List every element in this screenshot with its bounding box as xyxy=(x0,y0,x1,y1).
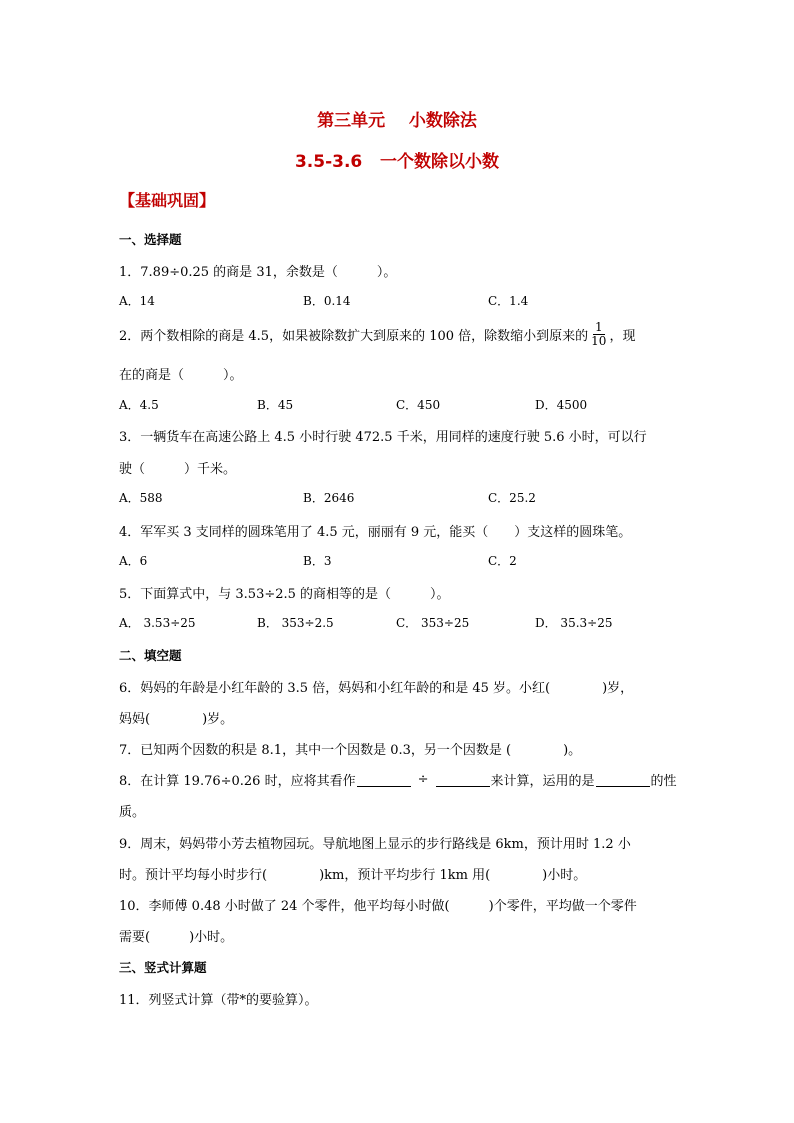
q3-option-b[interactable]: B．2646 xyxy=(303,491,355,505)
q5-options xyxy=(119,614,679,630)
q6-line1: 6．妈妈的年龄是小红年龄的 3.5 倍，妈妈和小红年龄的和是 45 岁。小红( )岁， xyxy=(119,681,634,696)
q3-option-a[interactable]: A．588 xyxy=(119,491,163,505)
q2-line1 xyxy=(119,321,635,348)
q3-line2: 驶（ ）千米。 xyxy=(119,462,237,477)
unit-title: 第三单元 小数除法 xyxy=(317,111,477,131)
q2-line1-text: 2．两个数相除的商是 4.5，如果被除数扩大到原来的 100 倍，除数缩小到原来的 xyxy=(119,329,589,344)
q4-options xyxy=(119,552,679,568)
q2-line2: 在的商是（ ）。 xyxy=(119,368,243,383)
q1-options xyxy=(119,292,679,308)
q8-blank-2[interactable] xyxy=(436,772,490,787)
q9-line2: 时。预计平均每小时步行( )km，预计平均步行 1km 用( )小时。 xyxy=(119,868,587,883)
q10-line2: 需要( )小时。 xyxy=(119,930,234,945)
q4-option-c[interactable]: C．2 xyxy=(488,554,517,568)
q8-blank-3[interactable] xyxy=(596,772,650,787)
q5-option-b[interactable]: B． 353÷2.5 xyxy=(257,616,334,630)
q8-text-c: 来计算，运用的是 xyxy=(490,774,595,789)
q2-fraction xyxy=(591,321,606,348)
q5-text: 5．下面算式中，与 3.53÷2.5 的商相等的是（ ）。 xyxy=(119,587,450,602)
q2-options xyxy=(119,396,679,412)
q2-frac-den: 10 xyxy=(591,334,607,348)
q2-option-a[interactable]: A．4.5 xyxy=(119,398,159,412)
q2-option-b[interactable]: B．45 xyxy=(257,398,294,412)
lesson-title: 3.5-3.6 一个数除以小数 xyxy=(294,152,500,172)
q8-line1 xyxy=(119,770,677,789)
q8-text-b: ÷ xyxy=(417,772,429,787)
q8-text-a: 8．在计算 19.76÷0.26 时，应将其看作 xyxy=(119,774,356,789)
q1-option-a[interactable]: A．14 xyxy=(119,294,155,308)
q2-line1-end: ，现 xyxy=(609,329,636,344)
q11-text: 11．列竖式计算（带*的要验算）。 xyxy=(119,993,318,1008)
q1-text: 1．7.89÷0.25 的商是 31，余数是（ ）。 xyxy=(119,265,397,280)
q3-line1: 3．一辆货车在高速公路上 4.5 小时行驶 472.5 千米，用同样的速度行驶 5.6 小时，可以行 xyxy=(119,430,647,445)
q4-text: 4．军军买 3 支同样的圆珠笔用了 4.5 元，丽丽有 9 元，能买（ ）支这样的圆珠笔。 xyxy=(119,525,632,540)
q4-option-b[interactable]: B．3 xyxy=(303,554,332,568)
part2-heading: 二、填空题 xyxy=(119,648,182,663)
q1-option-c[interactable]: C．1.4 xyxy=(488,294,529,308)
q3-options xyxy=(119,489,679,505)
section-label: 【基础巩固】 xyxy=(119,191,216,210)
part3-heading: 三、竖式计算题 xyxy=(119,960,207,975)
q6-line2: 妈妈( )岁。 xyxy=(119,712,234,727)
q5-option-a[interactable]: A． 3.53÷25 xyxy=(119,616,196,630)
part1-heading: 一、选择题 xyxy=(119,232,182,247)
q5-option-d[interactable]: D． 35.3÷25 xyxy=(535,616,613,630)
q5-option-c[interactable]: C． 353÷25 xyxy=(396,616,470,630)
q8-line2: 质。 xyxy=(119,805,146,820)
q8-text-d: 的性 xyxy=(650,774,677,789)
q2-option-c[interactable]: C．450 xyxy=(396,398,441,412)
q1-option-b[interactable]: B．0.14 xyxy=(303,294,351,308)
q4-option-a[interactable]: A．6 xyxy=(119,554,148,568)
q9-line1: 9．周末，妈妈带小芳去植物园玩。导航地图上显示的步行路线是 6km，预计用时 1.2 小 xyxy=(119,837,631,852)
q10-line1: 10．李师傅 0.48 小时做了 24 个零件，他平均每小时做( )个零件，平均做一个零件 xyxy=(119,899,637,914)
q7-text: 7．已知两个因数的积是 8.1，其中一个因数是 0.3，另一个因数是 ( )。 xyxy=(119,743,582,758)
q3-option-c[interactable]: C．25.2 xyxy=(488,491,536,505)
q8-blank-1[interactable] xyxy=(357,772,411,787)
q2-frac-num: 1 xyxy=(594,320,603,334)
q2-option-d[interactable]: D．4500 xyxy=(535,398,588,412)
